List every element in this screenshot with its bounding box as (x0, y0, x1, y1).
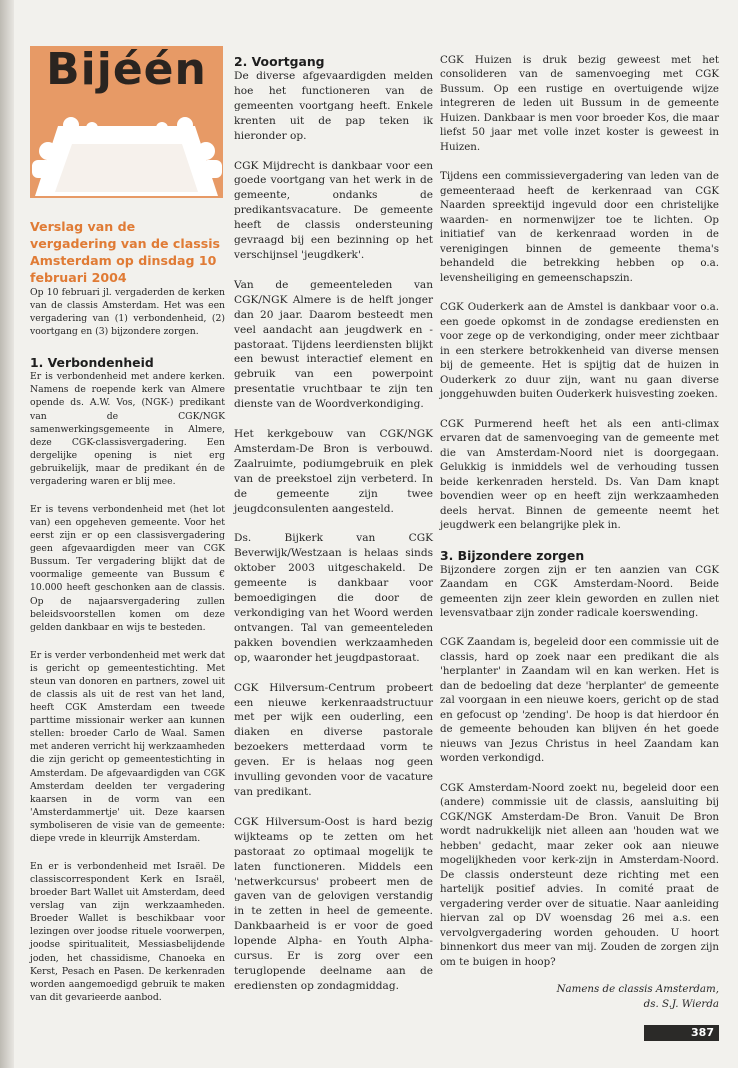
paragraph: Er is verder verbondenheid met werk dat is gericht op gemeentestichting. Met steun van donoren en partners, zowel uit de classis als uit de rest van het land, heeft CGK Amsterdam een tweede parttime missionair werker aan kunnen stellen: broeder Carlo de Waal. Samen met anderen verricht hij werkzaamheden die zijn gericht op gemeentestichting in Amsterdam. De afgevaardigden van CGK Amsterdam deelden ter vergadering kaarsen in de vorm van een 'Amsterdammertje' uit. Deze kaarsen symboliseren de visie van de gemeente: diepe vrede in kleurrijk Amsterdam. (30, 649, 225, 844)
intro-paragraph: Op 10 februari jl. vergaderden de kerken van de classis Amsterdam. Het was een vergadering van (1) verbondenheid, (2) voortgang en (3) bijzondere zorgen. (30, 287, 225, 338)
section-heading-verbondenheid: 1. Verbondenheid (30, 355, 154, 371)
paragraph: CGK Mijdrecht is dankbaar voor een goede voortgang van het werk in de gemeente, ondanks de predikantsvacature. De gemeente heeft de classis ondersteuning gevraagd bij een bezinning op het verschijnsel 'jeugdkerk'. (234, 159, 433, 261)
paragraph: CGK Amsterdam-Noord zoekt nu, begeleid door een (andere) commissie uit de classis, aansluiting bij CGK/NGK Amsterdam-De Bron. Vanuit De Bron wordt nadrukkelijk niet alleen aan 'houden wat we hebben' gedacht, maar zeker ook aan nieuwe mogelijkheden voor kerk-zijn in Amsterdam-Noord. De classis ondersteunt deze richting met een hartelijk positief advies. In comité praat de vergadering verder over de situatie. Naar aanleiding hiervan zal op DV woensdag 26 mei a.s. een vervolgvergadering worden gehouden. U hoort binnenkort dus meer van mij. Zouden de zorgen zijn om te buigen in hoop? (440, 781, 719, 968)
paragraph: De diverse afgevaardigden melden hoe het functioneren van de gemeenten voortgang heeft. Enkele krenten uit de pap teken ik hieronder op. (234, 70, 433, 142)
paragraph: Van de gemeenteleden van CGK/NGK Almere is de helft jonger dan 20 jaar. Daarom besteedt men veel aandacht aan jeugdwerk en -pastoraat. Tijdens leerdiensten blijkt een bewust interactief element en gebruik van een powerpoint presentatie vruchtbaar te zijn ten dienste van de Woordverkondiging. (234, 278, 433, 411)
paragraph: En er is verbondenheid met Israël. De classiscorrespondent Kerk en Israël, broeder Bart Wallet uit Amsterdam, deed verslag van zijn werkzaamheden. Broeder Wallet is beschikbaar voor lezingen over joodse rituele voorwerpen, joodse spiritualiteit, Messiasbelijdende joden, het chassidisme, Chanoeka en Kerst, Pesach en Pasen. De kerkenraden worden aangemoedigd gebruik te maken van dit gevarieerde aanbod. (30, 860, 225, 1003)
section-heading-voortgang: 2. Voortgang (234, 54, 325, 69)
paragraph: CGK Huizen is druk bezig geweest met het consolideren van de samenvoeging met CGK Bussum. Op een rustige en overtuigende wijze integreren de leden uit Bussum in de gemeente Huizen. Dankbaar is men voor broeder Kos, die maar liefst 50 jaar met volle inzet koster is geweest in Huizen. (440, 54, 719, 153)
bijeen-logo (30, 46, 223, 198)
paragraph: CGK Ouderkerk aan de Amstel is dankbaar voor o.a. een goede opkomst in de zondagse erediensten en voor zege op de verkondiging, onder meer zichtbaar in een sterkere betrokkenheid van diverse mensen bij de gemeente. Het is spijtig dat de huizen in Ouderkerk zo duur zijn, want nu gaan diverse jonggehuwden buiten Ouderkerk huisvesting zoeken. (440, 301, 719, 401)
binding-shadow (0, 0, 14, 1068)
column-1 (30, 286, 225, 1004)
signature-line-2: ds. S.J. Wierda (643, 997, 719, 1010)
section-heading-bijzondere-zorgen: 3. Bijzondere zorgen (440, 547, 585, 563)
page-number: 387 (644, 1025, 719, 1041)
paragraph: Ds. Bijkerk van CGK Beverwijk/Westzaan is helaas sinds oktober 2003 uitgeschakeld. De gemeente is dankbaar voor bemoedigingen die door de verkondiging van het Woord werden ontvangen. Tal van gemeenteleden pakken bovendien werkzaamheden op, waaronder het jeugdpastoraat. (234, 532, 433, 664)
column-3 (440, 53, 719, 1011)
signature-line-1: Namens de classis Amsterdam, (556, 983, 719, 996)
paragraph: Bijzondere zorgen zijn er ten aanzien van CGK Zaandam en CGK Amsterdam-Noord. Beide gemeenten zijn zeer klein geworden en zullen niet levensvatbaar zijn zonder radicale koerswending. (440, 563, 719, 619)
column-2 (234, 53, 433, 994)
paragraph: Er is verbondenheid met andere kerken. Namens de roepende kerk van Almere opende ds. A.W. Vos, (NGK-) predikant van de CGK/NGK samenwerkingsgemeente in Almere, deze CGK-classisvergadering. Een dergelijke opening is niet erg gebruikelijk, maar de predikant én de vergadering waren er blij mee. (30, 371, 225, 487)
paragraph: Tijdens een commissievergadering van leden van de gemeenteraad heeft de kerkenraad van CGK Naarden spreektijd ingevuld door een christelijke waarden- en normenwijzer toe te lichten. Op initiatief van de kerkenraad worden in de verenigingen binnen de gemeente thema's behandeld die betrekking hebben op o.a. levensheiliging en gemeenschapszin. (440, 170, 719, 284)
article-subtitle: Verslag van de vergadering van de classis Amsterdam op dinsdag 10 februari 2004 (30, 219, 221, 285)
logo-text: Bijéén (46, 46, 207, 95)
paragraph: Het kerkgebouw van CGK/NGK Amsterdam-De Bron is verbouwd. Zaalruimte, podiumgebruik en plek van de preekstoel zijn verbeterd. In de gemeente zijn twee jeugdconsulenten aangesteld. (234, 428, 433, 515)
paragraph: CGK Hilversum-Oost is hard bezig wijkteams op te zetten om het pastoraat zo optimaal mogelijk te laten functioneren. Middels een 'netwerkcursus' probeert men de gaven van de gelovigen verstandig in te zetten in heel de gemeente. Dankbaarheid is er voor de goed lopende Alpha- en Youth Alpha-cursus. Er is zorg over een teruglopende deelname aan de erediensten op zondagmiddag. (234, 815, 433, 992)
signature (440, 982, 719, 1011)
paragraph: CGK Zaandam is, begeleid door een commissie uit de classis, hard op zoek naar een predikant die als 'herplanter' in Zaandam wil en kan werken. Het is dan de bedoeling dat deze 'herplanter' de gemeente zal voorgaan in een nieuwe koers, gericht op de stad en gefocust op 'zending'. De hoop is dat hierdoor én de gemeente behouden kan blijven én het goede nieuws van Jezus Christus in heel Zaandam kan worden verkondigd. (440, 636, 719, 765)
paragraph: CGK Purmerend heeft het als een anti-climax ervaren dat de samenvoeging van de gemeente met die van Amsterdam-Noord niet is doorgegaan. Gelukkig is inmiddels wel de verhouding tussen beide kerkenraden hersteld. Ds. Van Dam knapt bovendien weer op en heeft zijn werkzaamheden deels hervat. Binnen de gemeente neemt het jeugdwerk een belangrijke plek in. (440, 417, 719, 532)
paragraph: Er is tevens verbondenheid met (het lot van) een opgeheven gemeente. Voor het eerst zijn er op een classisvergadering geen afgevaardigden meer van CGK Bussum. Ter vergadering blijkt dat de voormalige gemeente van Bussum € 10.000 heeft geschonken aan de classis. Op de najaarsvergadering zullen beleidsvoorstellen komen om deze gelden dankbaar en wijs te besteden. (30, 504, 225, 633)
paragraph: CGK Hilversum-Centrum probeert een nieuwe kerkenraadstructuur met per wijk een ouderling, een diaken en diverse pastorale bezoekers metterdaad vorm te geven. Er is helaas nog geen invulling gevonden voor de vacature van predikant. (234, 681, 433, 798)
